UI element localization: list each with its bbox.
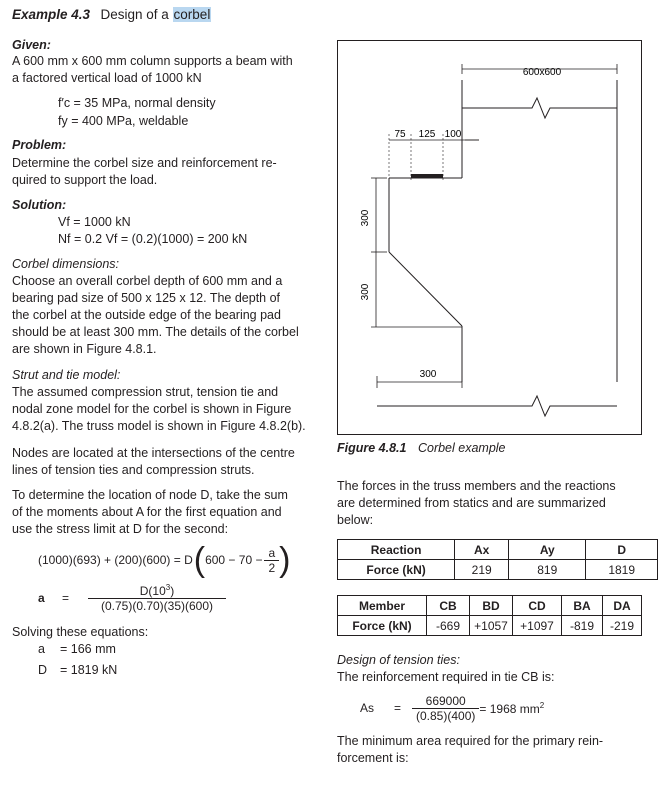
a-eq-label: a bbox=[38, 591, 45, 605]
forces-line-2: are determined from statics and are summarized bbox=[337, 496, 606, 510]
strut-tie-line-1: The assumed compression strut, tension tie and bbox=[12, 385, 279, 399]
reactions-cell: 1819 bbox=[586, 560, 658, 580]
dim-300-upper: 300 bbox=[360, 209, 371, 227]
as-equation bbox=[360, 688, 544, 728]
solving-d-value: = 1819 kN bbox=[60, 663, 118, 677]
paren-close: ) bbox=[279, 541, 291, 579]
as-result bbox=[479, 701, 544, 716]
nodes-line-2: lines of tension ties and compression struts. bbox=[12, 463, 255, 477]
reactions-header: Ay bbox=[509, 540, 586, 560]
as-fraction bbox=[412, 694, 479, 723]
figure-caption bbox=[337, 441, 506, 455]
dim-300-lower: 300 bbox=[360, 283, 371, 301]
given-fc: f′c = 35 MPa, normal density bbox=[58, 96, 216, 110]
forces-line-3: below: bbox=[337, 513, 374, 527]
node-d-line-2: of the moments about A for the first equation and bbox=[12, 505, 282, 519]
members-header: CB bbox=[427, 596, 470, 616]
reactions-table bbox=[337, 539, 658, 580]
members-cell: -219 bbox=[603, 616, 642, 636]
frac-num-a: a bbox=[268, 545, 276, 560]
figure-caption-text: Corbel example bbox=[417, 441, 506, 455]
corbel-dims-line-2: bearing pad size of 500 x 125 x 12. The depth of bbox=[12, 291, 281, 305]
strut-tie-line-3: 4.8.2(a). The truss model is shown in Figure 4.8.2(b). bbox=[12, 419, 306, 433]
dim-100: 100 bbox=[444, 129, 462, 140]
solving-a bbox=[38, 641, 116, 658]
given-heading: Given: bbox=[12, 38, 51, 52]
solving-a-label: a bbox=[38, 642, 45, 656]
as-result-exp: 2 bbox=[539, 700, 545, 710]
a-eq-fraction bbox=[88, 583, 226, 613]
a-eq-num-text: D(10 bbox=[139, 584, 166, 598]
dim-75: 75 bbox=[394, 129, 406, 140]
node-d-line-1: To determine the location of node D, take the sum bbox=[12, 488, 288, 502]
a-eq-num-exp: 3 bbox=[165, 583, 171, 592]
a-equation bbox=[38, 578, 226, 618]
problem-line-1: Determine the corbel size and reinforcement re- bbox=[12, 156, 277, 170]
as-den: (0.85)(400) bbox=[412, 708, 479, 723]
members-cell: -669 bbox=[427, 616, 470, 636]
figure-caption-label: Figure 4.8.1 bbox=[337, 441, 407, 455]
given-fy: fy = 400 MPa, weldable bbox=[58, 114, 189, 128]
paren-open: ( bbox=[193, 541, 206, 579]
as-result-text: = 1968 mm bbox=[479, 701, 540, 716]
tension-ties-heading: Design of tension ties: bbox=[337, 653, 460, 667]
a-eq-den: (0.75)(0.70)(35)(600) bbox=[88, 598, 226, 613]
dim-125: 125 bbox=[418, 129, 436, 140]
corbel-dims-line-1: Choose an overall corbel depth of 600 mm and a bbox=[12, 274, 283, 288]
solution-vf: Vf = 1000 kN bbox=[58, 215, 131, 229]
problem-heading: Problem: bbox=[12, 138, 67, 152]
members-cell: +1097 bbox=[513, 616, 562, 636]
members-header-row bbox=[338, 596, 642, 616]
min-area-line-2: forcement is: bbox=[337, 751, 409, 765]
reactions-header: D bbox=[586, 540, 658, 560]
members-cell: -819 bbox=[562, 616, 603, 636]
members-row-label: Force (kN) bbox=[338, 616, 427, 636]
given-line-1: A 600 mm x 600 mm column supports a beam with bbox=[12, 54, 293, 68]
selected-word[interactable]: corbel bbox=[173, 7, 211, 22]
a-over-2 bbox=[264, 546, 279, 575]
corbel-figure bbox=[337, 40, 642, 435]
forces-line-1: The forces in the truss members and the reactions bbox=[337, 479, 616, 493]
strut-tie-heading: Strut and tie model: bbox=[12, 368, 121, 382]
solving-d-label: D bbox=[38, 663, 48, 677]
dim-300-bottom: 300 bbox=[419, 369, 437, 380]
members-value-row bbox=[338, 616, 642, 636]
members-header: DA bbox=[603, 596, 642, 616]
solving-d bbox=[38, 662, 117, 679]
strut-tie-line-2: nodal zone model for the corbel is shown in Figure bbox=[12, 402, 292, 416]
example-title: Design of a bbox=[100, 7, 173, 22]
column-dim-label: 600x600 bbox=[522, 67, 562, 78]
reactions-header: Reaction bbox=[338, 540, 455, 560]
given-line-2: a factored vertical load of 1000 kN bbox=[12, 71, 202, 85]
members-header: BD bbox=[470, 596, 513, 616]
members-header: CD bbox=[513, 596, 562, 616]
members-header: BA bbox=[562, 596, 603, 616]
min-area-line-1: The minimum area required for the primary rein- bbox=[337, 734, 604, 748]
corbel-sloped-face bbox=[389, 252, 462, 326]
corbel-dims-line-5: are shown in Figure 4.8.1. bbox=[12, 342, 157, 356]
a-eq-num bbox=[88, 583, 226, 598]
example-heading bbox=[12, 6, 211, 24]
reactions-cell: 819 bbox=[509, 560, 586, 580]
members-cell: +1057 bbox=[470, 616, 513, 636]
corbel-dims-heading: Corbel dimensions: bbox=[12, 257, 119, 271]
solving-text: Solving these equations: bbox=[12, 625, 149, 639]
moment-inner: 600 − 70 − bbox=[205, 553, 263, 567]
reactions-value-row bbox=[338, 560, 658, 580]
moment-equation bbox=[38, 540, 290, 580]
frac-den-2: 2 bbox=[264, 560, 279, 575]
problem-line-2: quired to support the load. bbox=[12, 173, 158, 187]
as-eq-sign: = bbox=[394, 701, 402, 715]
as-label: As bbox=[360, 701, 375, 715]
solution-nf: Nf = 0.2 Vf = (0.2)(1000) = 200 kN bbox=[58, 232, 248, 246]
break-line-bottom bbox=[377, 396, 617, 416]
reactions-cell: 219 bbox=[455, 560, 509, 580]
members-table bbox=[337, 595, 642, 636]
corbel-dims-line-4: should be at least 300 mm. The details of the corbel bbox=[12, 325, 299, 339]
solving-a-value: = 166 mm bbox=[60, 642, 116, 656]
moment-lhs: (1000)(693) + (200)(600) = D bbox=[38, 553, 193, 567]
as-num: 669000 bbox=[425, 693, 466, 708]
node-d-line-3: use the stress limit at D for the second: bbox=[12, 522, 229, 536]
nodes-line-1: Nodes are located at the intersections of the centre bbox=[12, 446, 295, 460]
tension-ties-line: The reinforcement required in tie CB is: bbox=[337, 670, 555, 684]
reactions-row-label: Force (kN) bbox=[338, 560, 455, 580]
a-eq-num-close: ) bbox=[170, 584, 175, 598]
corbel-dims-line-3: the corbel at the outside edge of the bearing pad bbox=[12, 308, 281, 322]
break-line-top bbox=[462, 98, 617, 118]
figure-frame bbox=[338, 41, 642, 435]
bearing-pad bbox=[411, 174, 443, 178]
solution-heading: Solution: bbox=[12, 198, 67, 212]
example-label: Example 4.3 bbox=[12, 7, 91, 22]
reactions-header-row bbox=[338, 540, 658, 560]
reactions-header: Ax bbox=[455, 540, 509, 560]
a-eq-sign: = bbox=[62, 591, 70, 605]
members-header: Member bbox=[338, 596, 427, 616]
